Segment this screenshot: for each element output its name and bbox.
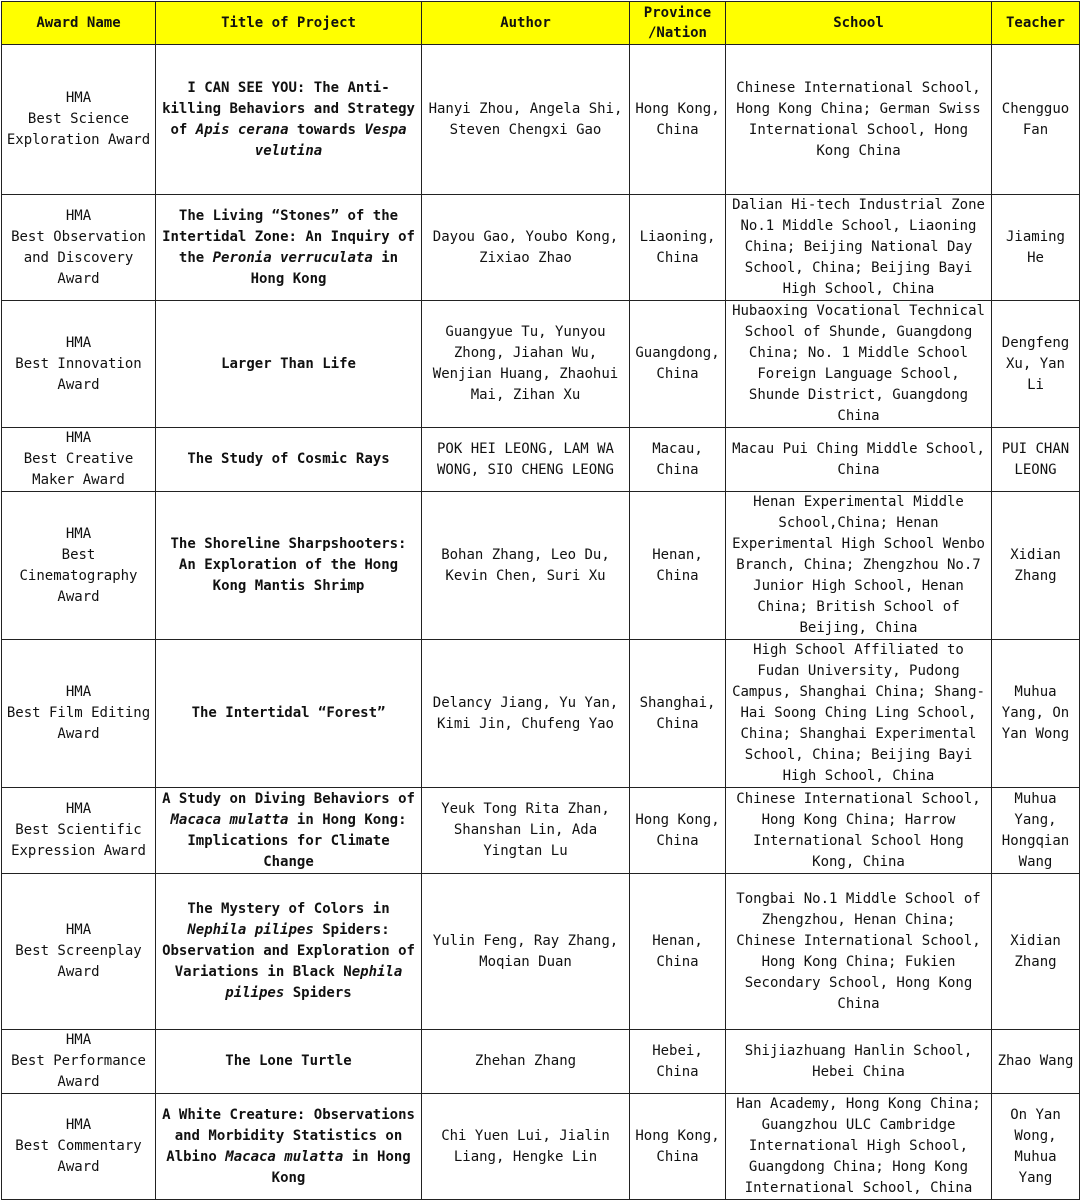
- species-name: Peronia verruculata: [212, 249, 373, 266]
- award-name: Best Commentary Award: [15, 1138, 142, 1175]
- author-cell: Yulin Feng, Ray Zhang, Moqian Duan: [422, 874, 630, 1030]
- project-title-cell: [156, 1094, 422, 1200]
- award-name: Best Screenplay Award: [15, 943, 142, 980]
- award-name: Best Performance Award: [11, 1053, 146, 1090]
- province-cell: Hong Kong, China: [630, 1094, 726, 1200]
- award-name-cell: [2, 428, 156, 492]
- award-name: Best Science Exploration Award: [6, 111, 151, 148]
- award-name-cell: [2, 640, 156, 788]
- table-row: [2, 1094, 1080, 1200]
- school-cell: Shijiazhuang Hanlin School, Hebei China: [726, 1030, 992, 1094]
- title-text: A White Creature: Observations and Morbidity Statistics on Albino: [162, 1106, 415, 1165]
- title-text: towards: [288, 121, 365, 138]
- species-name: ephila pilipes: [225, 964, 403, 1001]
- province-cell: Liaoning, China: [630, 195, 726, 301]
- award-prefix: HMA: [65, 90, 92, 106]
- award-name: Best Innovation Award: [15, 355, 142, 393]
- award-name-cell: [2, 195, 156, 301]
- award-name-cell: [2, 788, 156, 874]
- project-title-cell: [156, 195, 422, 301]
- author-cell: Dayou Gao, Youbo Kong, Zixiao Zhao: [422, 195, 630, 301]
- author-cell: POK HEI LEONG, LAM WA WONG, SIO CHENG LEONG: [422, 428, 630, 492]
- title-text: I CAN SEE YOU: The Anti-killing Behaviors and Strategy of: [162, 79, 415, 138]
- project-title-cell: [156, 301, 422, 428]
- project-title-cell: [156, 428, 422, 492]
- table-row: [2, 301, 1080, 428]
- teacher-cell: Muhua Yang, Hongqian Wang: [992, 788, 1080, 874]
- award-name: Best Scientific Expression Award: [11, 822, 146, 859]
- school-cell: High School Affiliated to Fudan University, Pudong Campus, Shanghai China; Shang-Hai Soong Ching Ling School, China; Shanghai Experimental School, China; Beijing Bayi High School, China: [726, 640, 992, 788]
- author-cell: Hanyi Zhou, Angela Shi, Steven Chengxi Gao: [422, 45, 630, 195]
- award-name-cell: [2, 45, 156, 195]
- header-province-nation: Province /Nation: [630, 2, 726, 45]
- award-prefix: HMA: [65, 684, 92, 700]
- species-name: Macaca mulatta: [225, 1148, 344, 1165]
- title-text: in Hong Kong: [271, 1148, 411, 1186]
- award-name: Best Observation and Discovery Award: [11, 228, 146, 287]
- province-cell: Henan, China: [630, 874, 726, 1030]
- species-name: Macaca mulatta: [170, 811, 289, 828]
- table-row: [2, 1030, 1080, 1094]
- title-text: The Study of Cosmic Rays: [187, 451, 390, 467]
- project-title-cell: [156, 1030, 422, 1094]
- table-row: [2, 874, 1080, 1030]
- school-cell: Hubaoxing Vocational Technical School of Shunde, Guangdong China; No. 1 Middle School Foreign Language School, Shunde District, Guangdong China: [726, 301, 992, 428]
- award-prefix: HMA: [65, 430, 92, 446]
- title-text: Spiders: [284, 985, 352, 1001]
- author-cell: Yeuk Tong Rita Zhan, Shanshan Lin, Ada Yingtan Lu: [422, 788, 630, 874]
- award-prefix: HMA: [65, 525, 92, 542]
- teacher-cell: PUI CHAN LEONG: [992, 428, 1080, 492]
- title-text: The Intertidal “Forest”: [191, 705, 386, 721]
- school-cell: Han Academy, Hong Kong China; Guangzhou ULC Cambridge International High School, Guangdong China; Hong Kong International School, China: [726, 1094, 992, 1200]
- project-title-cell: [156, 874, 422, 1030]
- header-author: Author: [422, 2, 630, 45]
- title-text: The Lone Turtle: [225, 1053, 352, 1069]
- award-name-cell: [2, 874, 156, 1030]
- header-title-of-project: Title of Project: [156, 2, 422, 45]
- title-text: The Shoreline Sharpshooters: An Exploration of the Hong Kong Mantis Shrimp: [170, 536, 407, 594]
- award-name-cell: [2, 492, 156, 640]
- province-cell: Guangdong, China: [630, 301, 726, 428]
- table-row: [2, 640, 1080, 788]
- school-cell: Macau Pui Ching Middle School, China: [726, 428, 992, 492]
- project-title-cell: [156, 788, 422, 874]
- species-name: Nephila pilipes: [187, 922, 314, 938]
- award-prefix: HMA: [65, 207, 92, 224]
- teacher-cell: Zhao Wang: [992, 1030, 1080, 1094]
- province-cell: Henan, China: [630, 492, 726, 640]
- province-cell: Hebei, China: [630, 1030, 726, 1094]
- province-cell: Hong Kong, China: [630, 788, 726, 874]
- award-name: Best Film Editing Award: [6, 705, 151, 742]
- teacher-cell: Xidian Zhang: [992, 874, 1080, 1030]
- header-teacher: Teacher: [992, 2, 1080, 45]
- title-text: in Hong Kong: Implications for Climate Change: [187, 811, 407, 870]
- award-prefix: HMA: [65, 922, 92, 938]
- table-row: [2, 195, 1080, 301]
- school-cell: Dalian Hi-tech Industrial Zone No.1 Middle School, Liaoning China; Beijing National Day School, China; Beijing Bayi High School, China: [726, 195, 992, 301]
- header-row: [2, 2, 1080, 45]
- table-body: [2, 45, 1080, 1200]
- award-name-cell: [2, 1094, 156, 1200]
- title-text: Spiders: Observation and Exploration of Variations in Black N: [162, 922, 415, 980]
- award-name: Best Cinematography Award: [19, 546, 138, 605]
- header-award-name: Award Name: [2, 2, 156, 45]
- teacher-cell: Jiaming He: [992, 195, 1080, 301]
- teacher-cell: Chengguo Fan: [992, 45, 1080, 195]
- province-cell: Macau, China: [630, 428, 726, 492]
- school-cell: Chinese International School, Hong Kong China; German Swiss International School, Hong Kong China: [726, 45, 992, 195]
- title-text: The Mystery of Colors in: [187, 901, 390, 917]
- table-row: [2, 428, 1080, 492]
- title-text: Larger Than Life: [221, 355, 356, 372]
- award-prefix: HMA: [65, 334, 92, 351]
- award-name: Best Creative Maker Award: [23, 451, 134, 488]
- award-name-cell: [2, 1030, 156, 1094]
- author-cell: Delancy Jiang, Yu Yan, Kimi Jin, Chufeng Yao: [422, 640, 630, 788]
- teacher-cell: Muhua Yang, On Yan Wong: [992, 640, 1080, 788]
- award-prefix: HMA: [65, 801, 92, 817]
- awards-table: [1, 1, 1080, 1200]
- school-cell: Tongbai No.1 Middle School of Zhengzhou, Henan China; Chinese International School, Hong Kong China; Fukien Secondary School, Hong Kong China: [726, 874, 992, 1030]
- header-school: School: [726, 2, 992, 45]
- project-title-cell: [156, 492, 422, 640]
- author-cell: Zhehan Zhang: [422, 1030, 630, 1094]
- species-name: Apis cerana: [195, 121, 289, 138]
- project-title-cell: [156, 45, 422, 195]
- award-prefix: HMA: [65, 1032, 92, 1048]
- title-text: A Study on Diving Behaviors of: [162, 790, 415, 807]
- school-cell: Chinese International School, Hong Kong China; Harrow International School Hong Kong, China: [726, 788, 992, 874]
- province-cell: Hong Kong, China: [630, 45, 726, 195]
- award-name-cell: [2, 301, 156, 428]
- project-title-cell: [156, 640, 422, 788]
- author-cell: Chi Yuen Lui, Jialin Liang, Hengke Lin: [422, 1094, 630, 1200]
- teacher-cell: On Yan Wong, Muhua Yang: [992, 1094, 1080, 1200]
- school-cell: Henan Experimental Middle School,China; Henan Experimental High School Wenbo Branch, China; Zhengzhou No.7 Junior High School, Henan China; British School of Beijing, China: [726, 492, 992, 640]
- author-cell: Guangyue Tu, Yunyou Zhong, Jiahan Wu, Wenjian Huang, Zhaohui Mai, Zihan Xu: [422, 301, 630, 428]
- author-cell: Bohan Zhang, Leo Du, Kevin Chen, Suri Xu: [422, 492, 630, 640]
- title-text: in Hong Kong: [250, 249, 399, 287]
- province-cell: Shanghai, China: [630, 640, 726, 788]
- award-prefix: HMA: [65, 1117, 92, 1133]
- title-text: The Living “Stones” of the Intertidal Zone: An Inquiry of the: [162, 207, 415, 266]
- species-name: Vespa velutina: [254, 121, 407, 159]
- table-row: [2, 788, 1080, 874]
- teacher-cell: Dengfeng Xu, Yan Li: [992, 301, 1080, 428]
- table-row: [2, 45, 1080, 195]
- table-row: [2, 492, 1080, 640]
- teacher-cell: Xidian Zhang: [992, 492, 1080, 640]
